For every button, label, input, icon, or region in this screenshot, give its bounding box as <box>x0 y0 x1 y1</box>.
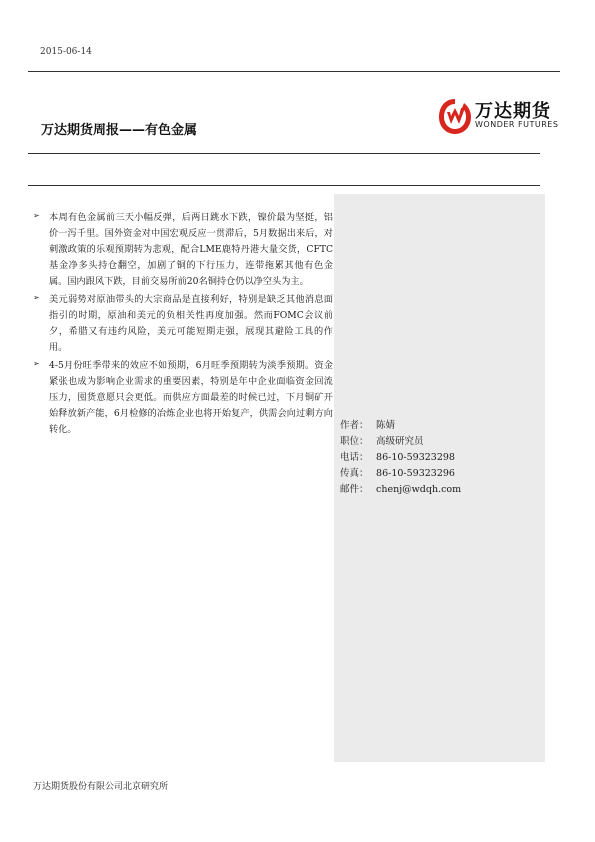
report-date: 2015-06-14 <box>40 47 92 57</box>
fax-label: 传真： <box>340 468 369 479</box>
fax-value: 86-10-59323296 <box>376 468 455 479</box>
fax-row <box>340 466 461 482</box>
list-item <box>33 358 333 438</box>
phone-row <box>340 450 461 466</box>
summary-list <box>33 210 333 440</box>
logo-english: WONDER FUTURES <box>475 120 559 129</box>
divider-lower <box>28 185 540 186</box>
report-title: 万达期货周报——有色金属 <box>41 123 198 138</box>
list-item <box>33 292 333 356</box>
phone-value: 86-10-59323298 <box>376 452 455 463</box>
logo-name: 万达期货 <box>475 101 551 122</box>
phone-label: 电话： <box>340 452 369 463</box>
author-name: 陈婧 <box>376 420 396 431</box>
position-value: 高级研究员 <box>376 436 424 447</box>
author-contact <box>340 418 461 498</box>
position-label: 职位： <box>340 436 369 447</box>
summary-text: 美元弱势对原油带头的大宗商品是直接利好，特别是缺乏其他消息面指引的时期，原油和美元的负相关性再度加强。然而FOMC会议前夕，希腊又有违约风险，美元可能短期走强，展现其避险工具的作用。 <box>49 294 333 353</box>
author-label: 作者： <box>340 420 369 431</box>
list-item <box>33 210 333 290</box>
arrow-bullet-icon: ➢ <box>33 293 40 302</box>
arrow-bullet-icon: ➢ <box>33 359 40 368</box>
summary-text: 4-5月份旺季带来的效应不如预期，6月旺季预期转为淡季预期。资金紧张也成为影响企业需求的重要因素，特别是年中企业面临资金回流压力，囤货意愿只会更低。而供应方面最差的时候已过，下月铜矿开始释放新产能，6月检修的冶炼企业也将开始复产，供需会向过剩方向转化。 <box>49 360 333 435</box>
divider-upper <box>28 153 540 154</box>
position-row <box>340 434 461 450</box>
top-divider <box>28 71 560 72</box>
arrow-bullet-icon: ➢ <box>33 211 40 220</box>
author-row <box>340 418 461 434</box>
email-value[interactable]: chenj@wdqh.com <box>376 484 462 495</box>
company-logo <box>437 96 562 138</box>
wonder-futures-logo-icon <box>437 96 473 136</box>
email-label: 邮件： <box>340 484 369 495</box>
email-row <box>340 482 461 498</box>
summary-text: 本周有色金属前三天小幅反弹，后两日跳水下跌，镍价最为坚挺，铝价一泻千里。国外资金对中国宏观反应一贯滞后，5月数据出来后，对刺激政策的乐观预期转为悲观，配合LME鹿特丹港大量交货，CFTC基金净多头持仓翻空，加剧了铜的下行压力，连带拖累其他有色金属。国内跟风下跌，目前交易所前20名铜持仓仍以净空头为主。 <box>49 212 333 287</box>
footer-company: 万达期货股份有限公司北京研究所 <box>33 782 169 792</box>
